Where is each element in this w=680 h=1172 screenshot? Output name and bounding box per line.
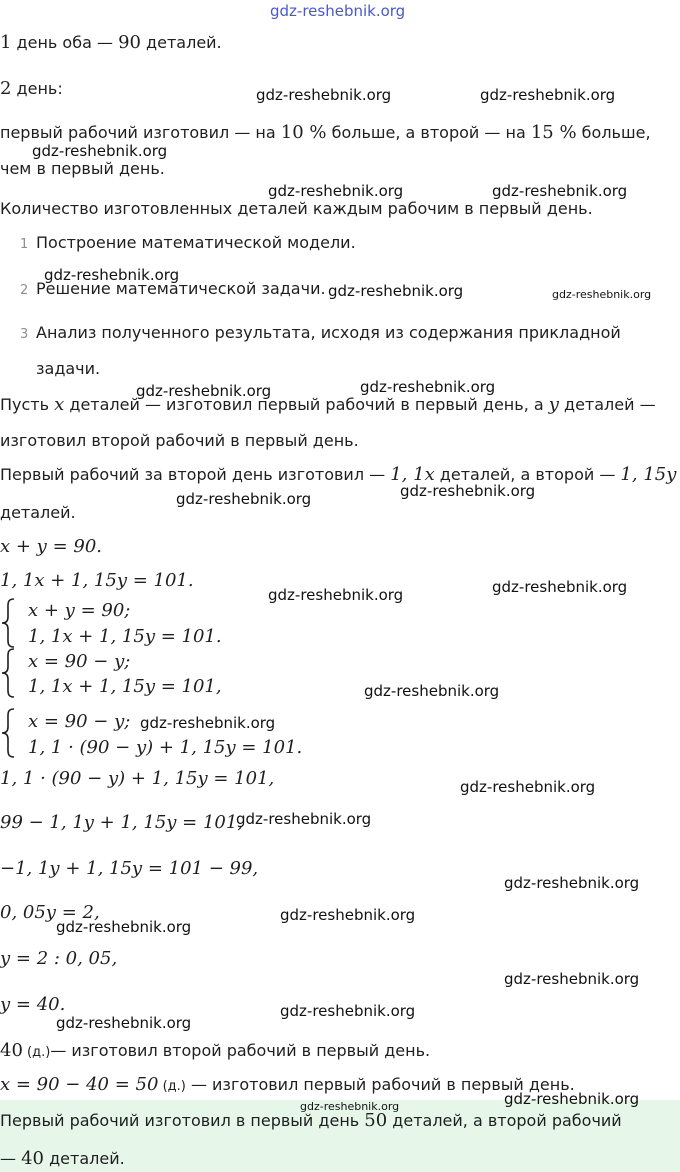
watermark: gdz-reshebnik.org bbox=[268, 182, 404, 200]
step-text: Анализ полученного результата, исходя из содержания прикладной bbox=[36, 323, 621, 342]
second-day-line-2: деталей. bbox=[0, 503, 76, 522]
system1-eq-a: x + y = 90; bbox=[28, 600, 131, 621]
solution-step-1: 1, 1 · (90 − y) + 1, 15y = 101, bbox=[0, 768, 275, 789]
day2-line: 2 день: bbox=[0, 78, 63, 99]
equation-1: x + y = 90. bbox=[0, 536, 102, 557]
watermark: gdz-reshebnik.org bbox=[460, 778, 596, 796]
watermark: gdz-reshebnik.org bbox=[504, 1090, 640, 1108]
workers-line-1: первый рабочий изготовил — на 10 % больше, а второй — на 15 % больше, bbox=[0, 122, 651, 143]
step-item-1 bbox=[0, 232, 356, 256]
result-line-1: 40 (д.)— изготовил второй рабочий в первый день. bbox=[0, 1040, 431, 1061]
workers-line-2: чем в первый день. bbox=[0, 159, 165, 178]
watermark: gdz-reshebnik.org bbox=[256, 86, 392, 104]
watermark-top: gdz-reshebnik.org bbox=[270, 2, 406, 20]
watermark: gdz-reshebnik.org bbox=[176, 490, 312, 508]
solution-step-6: y = 40. bbox=[0, 994, 66, 1015]
watermark: gdz-reshebnik.org bbox=[328, 282, 464, 300]
step-item-3 bbox=[0, 322, 621, 346]
let-line-2: изготовил второй рабочий в первый день. bbox=[0, 431, 359, 450]
system-brace-2 bbox=[0, 648, 20, 698]
step-number: 3 bbox=[20, 327, 29, 342]
result-line-2: x = 90 − 40 = 50 (д.) — изготовил первый рабочий в первый день. bbox=[0, 1074, 575, 1095]
watermark: gdz-reshebnik.org bbox=[480, 86, 616, 104]
watermark: gdz-reshebnik.org bbox=[504, 874, 640, 892]
solution-step-4: 0, 05y = 2, bbox=[0, 902, 100, 923]
watermark: gdz-reshebnik.org bbox=[364, 682, 500, 700]
watermark: gdz-reshebnik.org bbox=[552, 288, 652, 301]
watermark: gdz-reshebnik.org bbox=[504, 970, 640, 988]
quantity-line: Количество изготовленных деталей каждым рабочим в первый день. bbox=[0, 199, 593, 218]
watermark: gdz-reshebnik.org bbox=[136, 382, 272, 400]
answer-line-2: — 40 деталей. bbox=[0, 1148, 125, 1169]
solution-step-5: y = 2 : 0, 05, bbox=[0, 948, 118, 969]
watermark: gdz-reshebnik.org bbox=[492, 578, 628, 596]
answer-line-1: Первый рабочий изготовил в первый день 50 деталей, а второй рабочий bbox=[0, 1110, 622, 1131]
second-day-line-1: Первый рабочий за второй день изготовил — 1, 1x деталей, а второй — 1, 15y bbox=[0, 464, 677, 485]
watermark: gdz-reshebnik.org bbox=[236, 810, 372, 828]
step-text: Построение математической модели. bbox=[36, 233, 356, 252]
system2-eq-b: 1, 1x + 1, 15y = 101, bbox=[28, 676, 222, 697]
watermark: gdz-reshebnik.org bbox=[492, 182, 628, 200]
step-number: 1 bbox=[20, 237, 29, 252]
watermark: gdz-reshebnik.org bbox=[360, 378, 496, 396]
let-line-1: Пусть x деталей — изготовил первый рабочий в первый день, а y деталей — bbox=[0, 394, 656, 415]
watermark: gdz-reshebnik.org bbox=[280, 906, 416, 924]
system3-eq-a: x = 90 − y; bbox=[28, 711, 131, 732]
step3-continuation: задачи. bbox=[36, 359, 101, 378]
watermark: gdz-reshebnik.org bbox=[268, 586, 404, 604]
step-text: Решение математической задачи. bbox=[36, 279, 326, 298]
system-brace-1 bbox=[0, 598, 20, 648]
system1-eq-b: 1, 1x + 1, 15y = 101. bbox=[28, 626, 222, 647]
solution-step-3: −1, 1y + 1, 15y = 101 − 99, bbox=[0, 858, 259, 879]
system-brace-3 bbox=[0, 708, 20, 758]
watermark: gdz-reshebnik.org bbox=[300, 1100, 400, 1113]
watermark: gdz-reshebnik.org bbox=[56, 1014, 192, 1032]
watermark: gdz-reshebnik.org bbox=[32, 142, 168, 160]
watermark: gdz-reshebnik.org bbox=[280, 1002, 416, 1020]
watermark: gdz-reshebnik.org bbox=[44, 266, 180, 284]
system2-eq-a: x = 90 − y; bbox=[28, 651, 131, 672]
system3-eq-b: 1, 1 · (90 − y) + 1, 15y = 101. bbox=[28, 737, 303, 758]
day1-line: 1 день оба — 90 деталей. bbox=[0, 32, 222, 53]
solution-step-2: 99 − 1, 1y + 1, 15y = 101, bbox=[0, 812, 244, 833]
watermark: gdz-reshebnik.org bbox=[56, 918, 192, 936]
step-number: 2 bbox=[20, 283, 29, 298]
equation-2: 1, 1x + 1, 15y = 101. bbox=[0, 570, 194, 591]
watermark: gdz-reshebnik.org bbox=[400, 482, 536, 500]
watermark: gdz-reshebnik.org bbox=[140, 714, 276, 732]
